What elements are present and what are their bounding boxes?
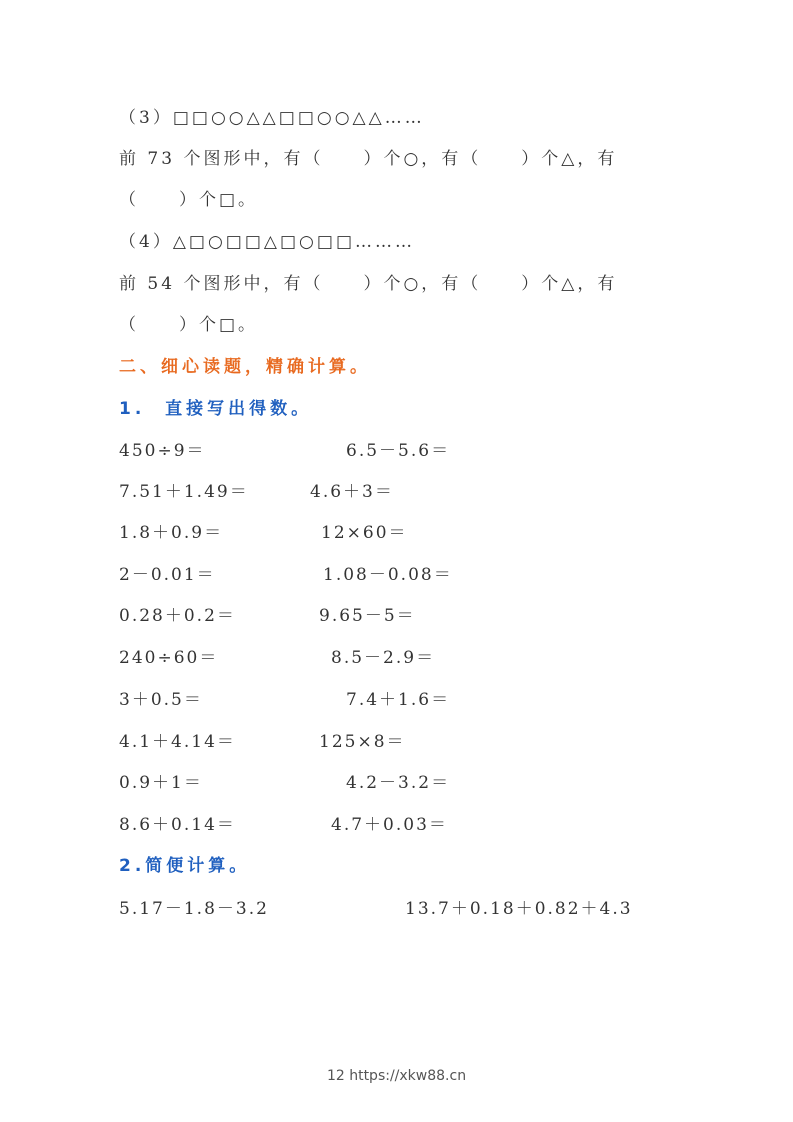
calc-left: 0.9＋1＝	[119, 773, 203, 793]
calc-right: 1.08－0.08＝	[323, 565, 453, 585]
q4-question: 前 54 个图形中，有（ ）个○，有（ ）个△，有	[119, 274, 618, 294]
calc-right: 4.6＋3＝	[310, 482, 394, 502]
part2-title: 2.简便计算。	[119, 856, 251, 876]
calc-left: 7.51＋1.49＝	[119, 482, 249, 502]
calc-right: 12×60＝	[321, 523, 408, 543]
simple-calc-left: 5.17－1.8－3.2	[119, 899, 269, 919]
calc-left: 2－0.01＝	[119, 565, 216, 585]
calc-right: 9.65－5＝	[319, 606, 416, 626]
page-footer: 12 https://xkw88.cn	[326, 1068, 467, 1084]
q4-question-cont: （ ）个□。	[119, 315, 259, 335]
calc-left: 4.1＋4.14＝	[119, 732, 236, 752]
calc-left: 8.6＋0.14＝	[119, 815, 236, 835]
simple-calc-right: 13.7＋0.18＋0.82＋4.3	[405, 899, 633, 919]
calc-left: 240÷60＝	[119, 648, 219, 668]
calc-right: 125×8＝	[319, 732, 406, 752]
q3-pattern: （3）□□○○△△□□○○△△……	[119, 108, 425, 128]
calc-right: 4.2－3.2＝	[346, 773, 451, 793]
q3-question: 前 73 个图形中，有（ ）个○，有（ ）个△，有	[119, 149, 618, 169]
calc-right: 7.4＋1.6＝	[346, 690, 451, 710]
calc-left: 3＋0.5＝	[119, 690, 203, 710]
calc-right: 6.5－5.6＝	[346, 441, 451, 461]
calc-left: 450÷9＝	[119, 441, 206, 461]
calc-left: 1.8＋0.9＝	[119, 523, 224, 543]
q3-question-cont: （ ）个□。	[119, 190, 259, 210]
calc-right: 4.7＋0.03＝	[331, 815, 448, 835]
calc-right: 8.5－2.9＝	[331, 648, 436, 668]
part1-title: 1. 直接写出得数。	[119, 399, 313, 419]
q4-pattern: （4）△□○□□△□○□□………	[119, 232, 416, 252]
section2-title: 二、细心读题，精确计算。	[119, 357, 371, 377]
calc-left: 0.28＋0.2＝	[119, 606, 236, 626]
